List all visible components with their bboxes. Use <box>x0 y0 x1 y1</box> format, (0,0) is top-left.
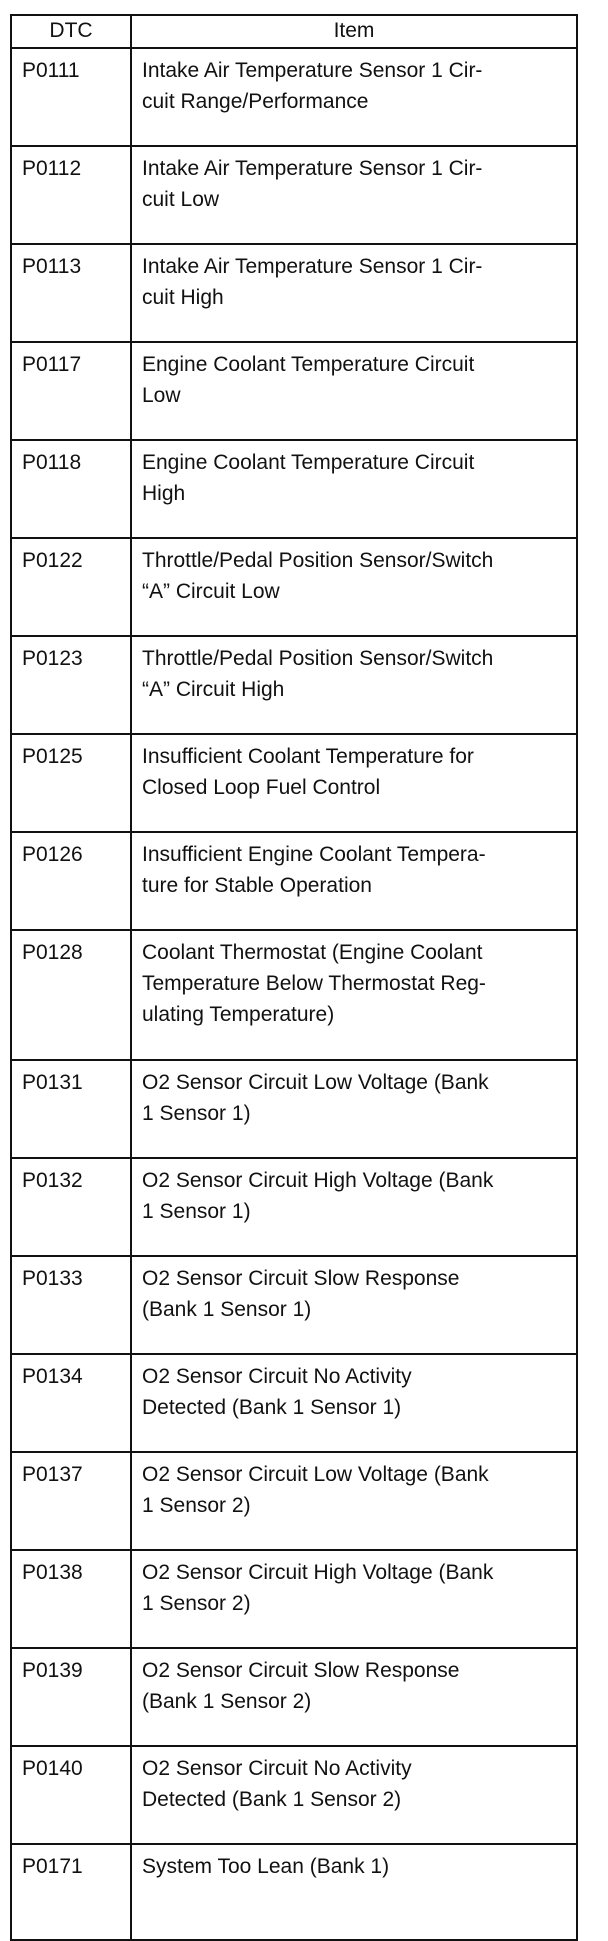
dtc-code-cell: P0125 <box>11 734 131 832</box>
dtc-code-cell: P0123 <box>11 636 131 734</box>
dtc-code-cell: P0138 <box>11 1550 131 1648</box>
table-row <box>11 1746 577 1844</box>
table-row <box>11 1060 577 1158</box>
table-row <box>11 244 577 342</box>
table-row <box>11 1354 577 1452</box>
dtc-code-cell: P0137 <box>11 1452 131 1550</box>
dtc-item-cell: Throttle/Pedal Position Sensor/Switch “A” Circuit Low <box>131 538 577 636</box>
table-row <box>11 832 577 930</box>
table-row <box>11 48 577 146</box>
dtc-item-cell: Insufficient Coolant Temperature for Closed Loop Fuel Control <box>131 734 577 832</box>
dtc-item-cell: Intake Air Temperature Sensor 1 Cir- cuit High <box>131 244 577 342</box>
dtc-item-cell: O2 Sensor Circuit No Activity Detected (Bank 1 Sensor 1) <box>131 1354 577 1452</box>
dtc-item-cell: Coolant Thermostat (Engine Coolant Temperature Below Thermostat Reg- ulating Temperature) <box>131 930 577 1060</box>
table-row <box>11 636 577 734</box>
dtc-code-cell: P0113 <box>11 244 131 342</box>
table-row <box>11 1844 577 1940</box>
item-column-header: Item <box>131 15 577 48</box>
dtc-item-cell: Engine Coolant Temperature Circuit Low <box>131 342 577 440</box>
dtc-column-header: DTC <box>11 15 131 48</box>
dtc-item-cell: O2 Sensor Circuit Low Voltage (Bank 1 Sensor 1) <box>131 1060 577 1158</box>
dtc-code-cell: P0134 <box>11 1354 131 1452</box>
dtc-code-cell: P0139 <box>11 1648 131 1746</box>
table-row <box>11 342 577 440</box>
dtc-code-cell: P0132 <box>11 1158 131 1256</box>
table-row <box>11 538 577 636</box>
table-row <box>11 1550 577 1648</box>
table-row <box>11 440 577 538</box>
dtc-table <box>10 14 578 1941</box>
dtc-code-cell: P0171 <box>11 1844 131 1940</box>
dtc-code-cell: P0122 <box>11 538 131 636</box>
dtc-code-cell: P0112 <box>11 146 131 244</box>
table-row <box>11 734 577 832</box>
table-row <box>11 1256 577 1354</box>
dtc-code-cell: P0111 <box>11 48 131 146</box>
dtc-item-cell: O2 Sensor Circuit High Voltage (Bank 1 Sensor 2) <box>131 1550 577 1648</box>
dtc-item-cell: O2 Sensor Circuit Slow Response (Bank 1 Sensor 1) <box>131 1256 577 1354</box>
dtc-item-cell: O2 Sensor Circuit Slow Response (Bank 1 Sensor 2) <box>131 1648 577 1746</box>
dtc-item-cell: Throttle/Pedal Position Sensor/Switch “A” Circuit High <box>131 636 577 734</box>
dtc-code-cell: P0140 <box>11 1746 131 1844</box>
dtc-code-cell: P0133 <box>11 1256 131 1354</box>
dtc-code-cell: P0118 <box>11 440 131 538</box>
dtc-code-cell: P0126 <box>11 832 131 930</box>
dtc-item-cell: O2 Sensor Circuit No Activity Detected (Bank 1 Sensor 2) <box>131 1746 577 1844</box>
table-row <box>11 1158 577 1256</box>
dtc-item-cell: Intake Air Temperature Sensor 1 Cir- cuit Low <box>131 146 577 244</box>
dtc-code-cell: P0117 <box>11 342 131 440</box>
table-header-row <box>11 15 577 48</box>
dtc-item-cell: Intake Air Temperature Sensor 1 Cir- cuit Range/Performance <box>131 48 577 146</box>
dtc-item-cell: Engine Coolant Temperature Circuit High <box>131 440 577 538</box>
dtc-item-cell: O2 Sensor Circuit Low Voltage (Bank 1 Sensor 2) <box>131 1452 577 1550</box>
dtc-item-cell: Insufficient Engine Coolant Tempera- ture for Stable Operation <box>131 832 577 930</box>
table-row <box>11 1648 577 1746</box>
table-row <box>11 930 577 1060</box>
dtc-item-cell: O2 Sensor Circuit High Voltage (Bank 1 Sensor 1) <box>131 1158 577 1256</box>
dtc-code-cell: P0131 <box>11 1060 131 1158</box>
table-row <box>11 1452 577 1550</box>
dtc-item-cell: System Too Lean (Bank 1) <box>131 1844 577 1940</box>
table-row <box>11 146 577 244</box>
dtc-code-cell: P0128 <box>11 930 131 1060</box>
